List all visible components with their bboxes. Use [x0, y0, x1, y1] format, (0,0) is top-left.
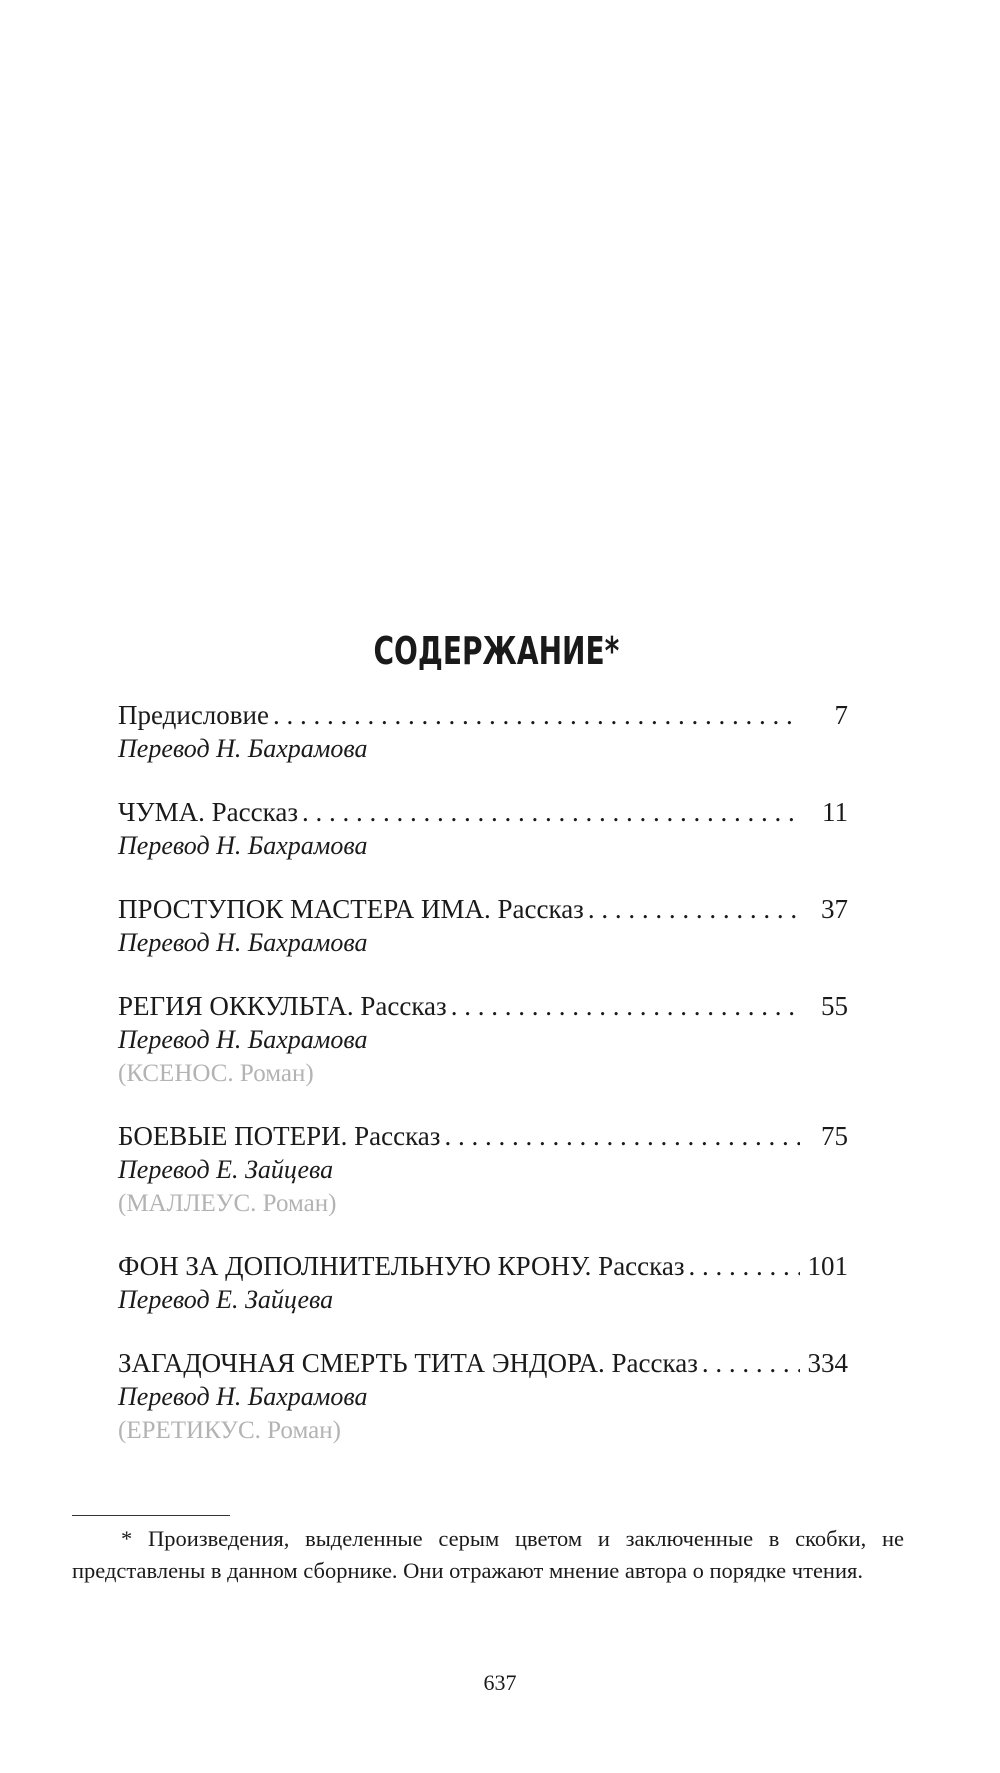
- toc-entry-excluded-note: (МАЛЛЕУС. Роман): [118, 1190, 337, 1217]
- dot-leader: [685, 1249, 800, 1283]
- dot-leader: [269, 698, 800, 732]
- dot-leader: [298, 795, 800, 829]
- toc-entry-title: ЧУМА. Рассказ: [118, 797, 298, 827]
- toc-entry-extra-crown: [118, 1249, 848, 1317]
- dot-leader: [584, 892, 800, 926]
- toc-entry-page: 75: [821, 1121, 848, 1151]
- toc-entry-translator: Перевод Н. Бахрамова: [118, 831, 368, 860]
- page-title: [86, 629, 906, 673]
- toc-entry-line: [118, 892, 848, 926]
- toc-entry-line: [118, 1119, 848, 1153]
- toc-entry-page: 11: [822, 797, 848, 827]
- toc-entry-title: БОЕВЫЕ ПОТЕРИ. Рассказ: [118, 1121, 441, 1151]
- toc-entry-preface: [118, 698, 848, 766]
- toc-entry-line: [118, 989, 848, 1023]
- toc-entry-title: ЗАГАДОЧНАЯ СМЕРТЬ ТИТА ЭНДОРА. Рассказ: [118, 1348, 698, 1378]
- toc-entry-line: [118, 1346, 848, 1380]
- dot-leader: [447, 989, 800, 1023]
- toc-entry-line: [118, 1249, 848, 1283]
- toc-entry-titus-endor: [118, 1346, 848, 1448]
- toc-entry-translator: Перевод Н. Бахрамова: [118, 928, 368, 957]
- dot-leader: [698, 1346, 800, 1380]
- toc-entry-translator: Перевод Н. Бахрамова: [118, 1382, 368, 1411]
- toc-entry-excluded-note: (ЕРЕТИКУС. Роман): [118, 1417, 341, 1444]
- toc-entry-translator: Перевод Н. Бахрамова: [118, 1025, 368, 1054]
- dot-leader: [440, 1119, 800, 1153]
- toc-entry-page: 7: [834, 700, 848, 730]
- toc-entry-line: [118, 795, 848, 829]
- toc-entry-title: Предисловие: [118, 700, 269, 730]
- toc-entry-title: ПРОСТУПОК МАСТЕРА ИМА. Рассказ: [118, 894, 584, 924]
- footnote: * Произведения, выделенные серым цветом и заключенные в скобки, не представлены в данном сборнике. Они отражают мнение автора о порядке чтения.: [72, 1526, 904, 1583]
- footnote-divider: [72, 1515, 230, 1516]
- page-number: 637: [483, 1670, 517, 1695]
- toc-entry-title: РЕГИЯ ОККУЛЬТА. Рассказ: [118, 991, 447, 1021]
- toc-entry-regia-occulta: [118, 989, 848, 1091]
- toc-entry-translator: Перевод Е. Зайцева: [118, 1285, 334, 1314]
- toc-entry-title: ФОН ЗА ДОПОЛНИТЕЛЬНУЮ КРОНУ. Рассказ: [118, 1251, 685, 1281]
- toc-entry-casualties: [118, 1119, 848, 1221]
- toc-entry-page: 37: [821, 894, 848, 924]
- toc-entry-master-im: [118, 892, 848, 960]
- toc-entry-translator: Перевод Е. Зайцева: [118, 1155, 334, 1184]
- toc-entry-translator: Перевод Н. Бахрамова: [118, 734, 368, 763]
- page-title-text: СОДЕРЖАНИЕ*: [373, 629, 620, 673]
- toc-entry-line: [118, 698, 848, 732]
- toc-entry-plague: [118, 795, 848, 863]
- toc-entry-excluded-note: (КСЕНОС. Роман): [118, 1060, 314, 1087]
- toc-entry-page: 101: [807, 1251, 848, 1281]
- toc-entry-page: 334: [807, 1348, 848, 1378]
- toc-entry-page: 55: [821, 991, 848, 1021]
